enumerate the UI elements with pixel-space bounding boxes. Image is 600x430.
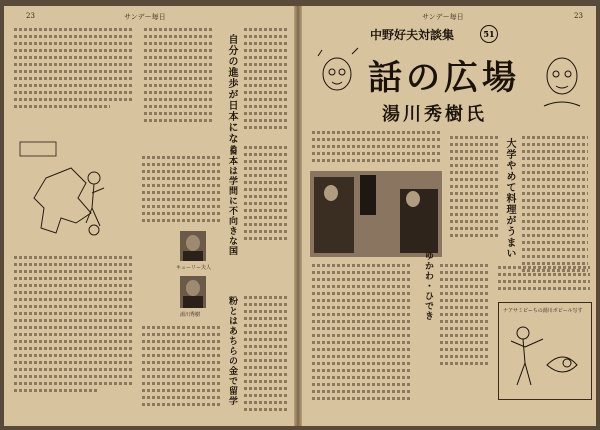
- map-cartoon-icon: [16, 138, 116, 248]
- guest-name: 湯川秀樹氏: [382, 104, 487, 125]
- portrait-photo-1: [180, 231, 206, 261]
- left-text-block-right-bottom: [244, 296, 288, 415]
- right-magazine-name: サンデー毎日: [422, 13, 464, 21]
- series-number-badge: 51: [480, 25, 498, 43]
- left-headline-2: 日本は学問に不向きな国: [227, 146, 237, 256]
- right-text-block-bottom-mid: [440, 264, 490, 369]
- left-text-block-right-mid: [244, 146, 288, 244]
- portrait-caption-1: キューリー夫人: [176, 265, 212, 271]
- right-text-block-center-top: [450, 136, 498, 241]
- page-gutter: [294, 6, 302, 426]
- portrait-photo-2: [180, 276, 206, 308]
- sidebar-illustration-box: [498, 302, 592, 400]
- portrait-caption-2: 湯川秀樹: [180, 312, 201, 318]
- right-text-block-bottom-left: [312, 264, 412, 404]
- sidebar-cartoon-icon: [503, 319, 587, 395]
- sidebar-caption: ナアサミピーちの湯川ボビール写す: [503, 308, 583, 314]
- left-text-block-right-top: [244, 28, 288, 133]
- left-headline-1: 自分の進歩が日本になる: [226, 34, 237, 155]
- right-text-block-above-sidebar: [498, 266, 590, 294]
- left-text-block-bottom-mid: [142, 326, 222, 410]
- left-caricature-icon: [312, 46, 362, 106]
- left-page-number: 23: [26, 12, 35, 20]
- right-headline-2: ゆかわ・ひでき: [423, 251, 433, 321]
- right-text-block-right-top: [522, 136, 588, 276]
- japan-map-illustration: [16, 138, 116, 248]
- right-headline-1: 大学やめて料理がうまい: [504, 138, 515, 259]
- right-page: [302, 6, 596, 426]
- right-caricature-icon: [534, 46, 589, 116]
- left-text-block-mid-top: [144, 28, 214, 126]
- series-title: 中野好夫対談集: [370, 28, 455, 42]
- interview-photo: [310, 171, 442, 257]
- right-text-block-top: [312, 131, 440, 166]
- left-text-block-top: [14, 28, 134, 112]
- left-text-block-bottom: [14, 256, 134, 396]
- main-title: 話の広場: [368, 58, 520, 98]
- right-page-number: 23: [574, 12, 583, 20]
- left-headline-3: 粉とはあちらの金で留学: [227, 296, 237, 406]
- left-page: [4, 6, 295, 426]
- left-text-block-middle: [142, 156, 222, 226]
- left-magazine-name: サンデー毎日: [124, 13, 166, 21]
